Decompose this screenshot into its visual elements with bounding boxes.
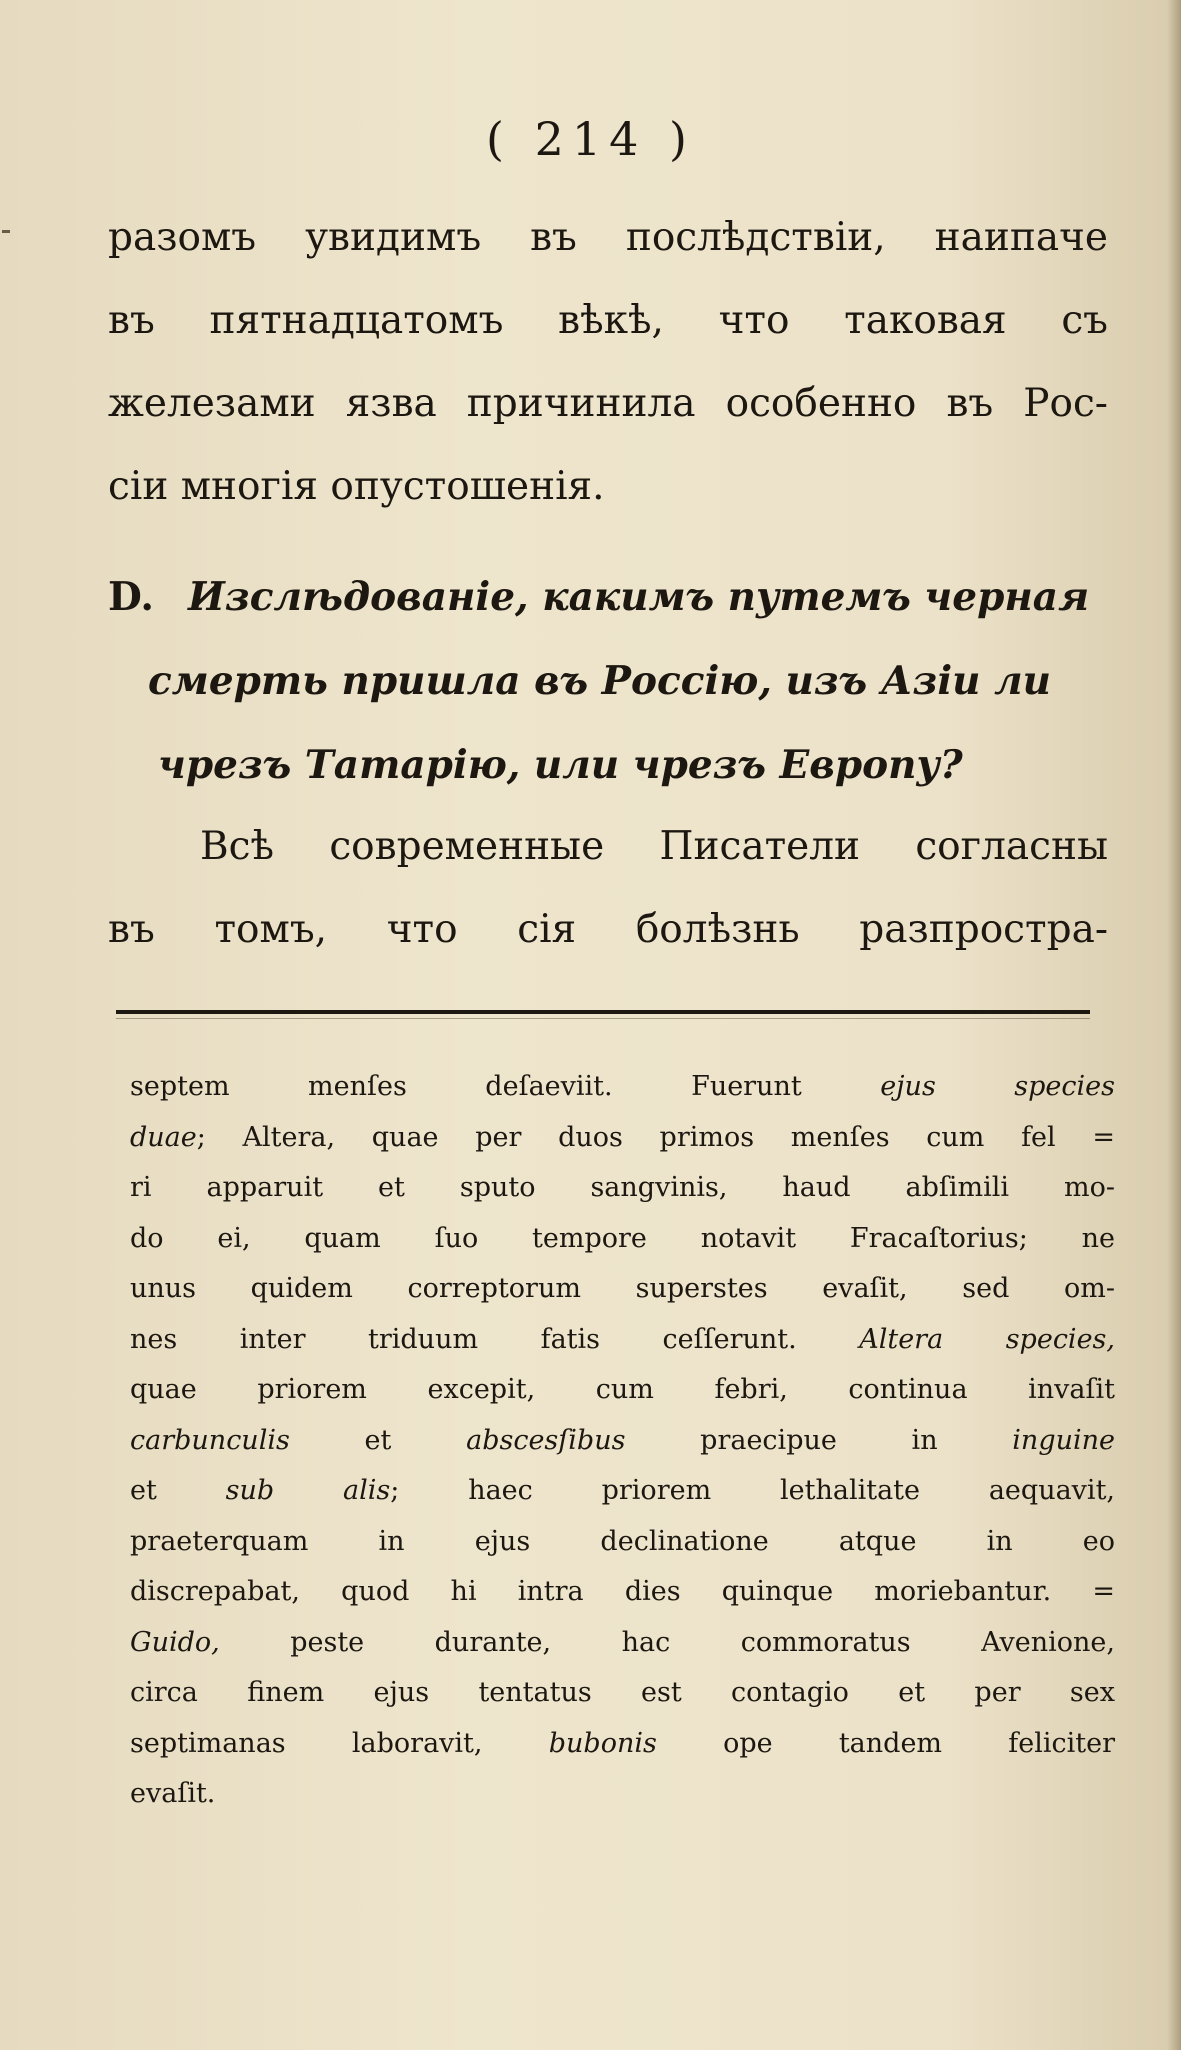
footnote-italic-text: carbunculis: [130, 1424, 290, 1456]
heading-line: [108, 555, 1108, 639]
page-number: ( 214 ): [486, 112, 695, 166]
margin-mark: [2, 230, 10, 233]
footnote-text: septimanas laboravit,: [130, 1727, 549, 1759]
footnote-text: septem menſes deſaeviit. Fuerunt: [130, 1071, 881, 1102]
footnote-text: discrepabat, quod hi intra dies quinque moriebantur. =: [130, 1576, 1115, 1607]
footnote-text: ope tandem feliciter: [656, 1727, 1115, 1759]
footnote-text: praeterquam in ejus declinatione atque in eo: [130, 1525, 1115, 1557]
footnote-line: [130, 1264, 1115, 1315]
section-heading: [108, 555, 1108, 807]
footnote-italic-text: bubonis: [548, 1727, 657, 1759]
footnote-divider: [116, 1010, 1090, 1014]
text-line: въ пятнадцатомъ вѣкѣ, что таковая съ: [108, 298, 1108, 343]
text-line: сіи многія опустошенія.: [108, 464, 605, 509]
footnote-italic-text: abscesſibus: [466, 1424, 626, 1456]
text-line: железами язва причинила особенно въ Рос-: [108, 381, 1108, 426]
footnote-line: [130, 1618, 1115, 1669]
footnote-line: [130, 1517, 1115, 1568]
footnote-italic-text: Altera species,: [859, 1323, 1115, 1355]
footnote: [130, 1062, 1115, 1820]
footnote-text: evaſit.: [130, 1778, 216, 1809]
footnote-text: ; haec priorem lethalitate aequavit,: [390, 1475, 1116, 1506]
footnote-line: [130, 1062, 1115, 1113]
footnote-line: [130, 1567, 1115, 1618]
footnote-text: nes inter triduum fatis ceſſerunt.: [130, 1323, 860, 1355]
footnote-line: [130, 1769, 1115, 1820]
heading-text: Изслѣдованіе, какимъ путемъ черная: [188, 574, 1090, 620]
heading-line: смерть пришла въ Россію, изъ Азіи ли: [148, 658, 1051, 704]
footnote-italic-text: duae: [130, 1121, 197, 1153]
heading-line: чрезъ Татарію, или чрезъ Европу?: [158, 742, 963, 788]
text-line: разомъ увидимъ въ послѣдствіи, наипаче: [108, 215, 1108, 260]
second-paragraph: [108, 805, 1108, 971]
section-marker: D.: [108, 574, 155, 620]
footnote-text: et: [130, 1475, 226, 1506]
text-line: Всѣ современные Писатели согласны: [200, 824, 1108, 869]
text-line: въ томъ, что сія болѣзнь разпростра-: [108, 907, 1108, 952]
footnote-text: praecipue in: [625, 1424, 1013, 1456]
footnote-text: quae priorem excepit, cum febri, continua invaſit: [130, 1374, 1115, 1405]
footnote-line: [130, 1163, 1115, 1214]
footnote-text: do ei, quam ſuo tempore notavit Fracaſtorius; ne: [130, 1222, 1115, 1254]
footnote-text: circa finem ejus tentatus est contagio et per sex: [130, 1677, 1115, 1708]
footnote-line: [130, 1113, 1115, 1164]
footnote-italic-text: ejus species: [880, 1071, 1115, 1102]
main-paragraph: [108, 196, 1108, 528]
footnote-line: [130, 1719, 1115, 1770]
footnote-text: ri apparuit et sputo sangvinis, haud abſimili mo-: [130, 1172, 1115, 1203]
footnote-line: [130, 1668, 1115, 1719]
footnote-line: [130, 1365, 1115, 1416]
footnote-italic-text: Guido,: [130, 1626, 220, 1658]
footnote-text: unus quidem correptorum superstes evaſit, sed om-: [130, 1273, 1115, 1304]
footnote-line: [130, 1416, 1115, 1467]
footnote-line: [130, 1315, 1115, 1366]
footnote-line: [130, 1466, 1115, 1517]
footnote-text: peste durante, hac commoratus Avenione,: [219, 1626, 1115, 1658]
footnote-text: et: [289, 1424, 467, 1456]
page-edge-shadow: [1167, 0, 1181, 2050]
footnote-italic-text: inguine: [1012, 1424, 1115, 1456]
footnote-text: ; Altera, quae per duos primos menſes cum fel =: [196, 1121, 1115, 1153]
footnote-italic-text: sub alis: [225, 1475, 391, 1506]
footnote-line: [130, 1214, 1115, 1265]
footnote-divider-underline: [116, 1018, 1090, 1019]
